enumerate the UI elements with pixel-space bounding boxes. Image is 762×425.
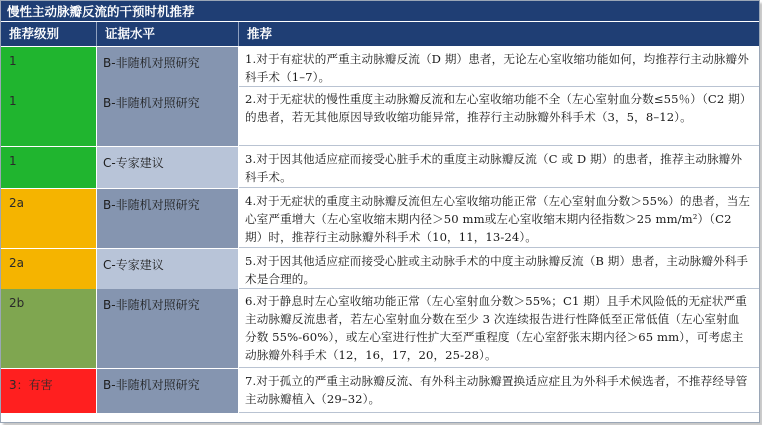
level-cell: 1: [1, 147, 97, 188]
evidence-cell: C-专家建议: [97, 147, 239, 188]
table-row: [1, 368, 759, 413]
table-row: [1, 288, 759, 368]
recommendation-cell: 2.对于无症状的慢性重度主动脉瓣反流和左心室收缩功能不全（左心室射血分数≤55％）（C2 期）的患者，若无其他原因导致收缩功能异常，推荐行主动脉瓣外科手术（3，5，8–12）。: [239, 87, 759, 146]
table-row: [1, 188, 759, 248]
header-level: 推荐级别: [1, 22, 97, 46]
recommendation-cell: 6.对于静息时左心室收缩功能正常（左心室射血分数＞55%；C1 期）且手术风险低的无症状严重主动脉瓣反流患者，若左心室射血分数在至少 3 次连续报告进行性降低至正常低值（左心室射血分数 55%-60%），或左心室进行性扩大至严重程度（左心室舒张末期内径＞65 mm），可考虑主动脉瓣外科手术（12，16，17，20，25-28）。: [239, 289, 759, 368]
table-row: [1, 86, 759, 146]
level-cell: 1: [1, 47, 97, 87]
evidence-cell: B-非随机对照研究: [97, 87, 239, 146]
level-cell: 3：有害: [1, 369, 97, 413]
level-cell: 1: [1, 87, 97, 146]
evidence-cell: B-非随机对照研究: [97, 369, 239, 413]
evidence-cell: C-专家建议: [97, 249, 239, 289]
header-recommendation: 推荐: [247, 26, 273, 41]
level-cell: 2b: [1, 289, 97, 368]
table-title: 慢性主动脉瓣反流的干预时机推荐: [1, 1, 759, 22]
recommendation-cell: 1.对于有症状的严重主动脉瓣反流（D 期）患者，无论左心室收缩功能如何，均推荐行主动脉瓣外科手术（1–7）。: [239, 47, 759, 87]
header-evidence: 证据水平: [97, 22, 239, 46]
evidence-cell: B-非随机对照研究: [97, 289, 239, 368]
table-header: [1, 22, 759, 46]
level-cell: 2a: [1, 189, 97, 248]
evidence-cell: B-非随机对照研究: [97, 189, 239, 248]
evidence-cell: B-非随机对照研究: [97, 47, 239, 87]
table-row: [1, 146, 759, 188]
level-cell: 2a: [1, 249, 97, 289]
recommendation-cell: 7.对于孤立的严重主动脉瓣反流、有外科主动脉瓣置换适应症且为外科手术候选者，不推荐经导管主动脉瓣植入（29–32）。: [239, 369, 759, 413]
recommendation-cell: 3.对于因其他适应症而接受心脏手术的重度主动脉瓣反流（C 或 D 期）的患者，推荐主动脉瓣外科手术。: [239, 147, 759, 188]
recommendation-cell: 5.对于因其他适应症而接受心脏或主动脉手术的中度主动脉瓣反流（B 期）患者，主动脉瓣外科手术是合理的。: [239, 249, 759, 289]
table-row: [1, 248, 759, 288]
recommendation-cell: 4.对于无症状的重度主动脉瓣反流但左心室收缩功能正常（左心室射血分数＞55%）的患者，当左心室严重增大（左心室收缩末期内径＞50 mm或左心室收缩末期内径指数＞25 mm/m²）（C2 期）时，推荐行主动脉瓣外科手术（10，11，13-24）。: [239, 189, 759, 248]
table-row: [1, 46, 759, 86]
